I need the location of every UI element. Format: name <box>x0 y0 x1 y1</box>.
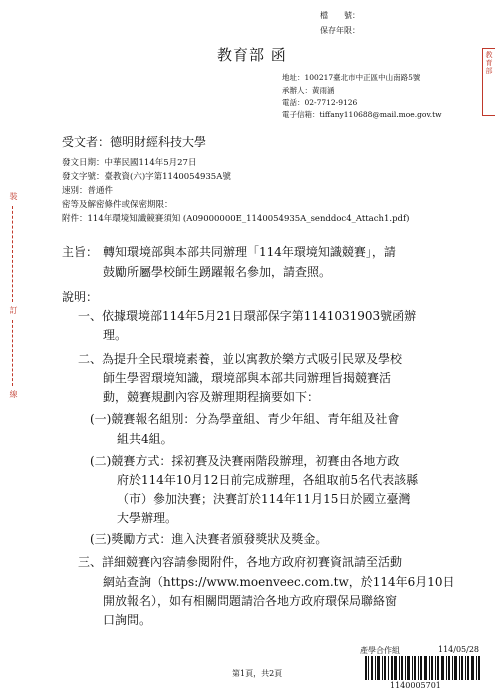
sub-item-1: (一)競賽報名組別：分為學童組、青少年組、青年組及社會 <box>90 412 400 426</box>
sub-item-2: （市）參加決賽；決賽訂於114年11月15日於國立臺灣 <box>117 492 411 506</box>
sub-item-1: 組共4組。 <box>117 432 173 446</box>
issue-number: 發文字號：臺教資(六)字第1140054935A號 <box>62 172 231 182</box>
sender-phone: 電話：02-7712-9126 <box>282 98 358 107</box>
security: 密等及解密條件或保密期限： <box>62 200 173 210</box>
attachment: 附件：114年環境知識競賽須知 (A09000000E_1140054935A_senddoc4_Attach1.pdf) <box>62 214 410 224</box>
file-number-label: 檔 號： <box>320 11 360 20</box>
barcode-label: 產學合作組 <box>360 646 400 655</box>
margin-mark-xian: 線 <box>9 390 18 398</box>
item-3: 網站查詢（https://www.moenveec.com.tw，於114年6月10日 <box>103 575 455 589</box>
binding-line <box>12 320 13 386</box>
subject-line: 轉知環境部與本部共同辦理「114年環境知識競賽」，請 <box>103 245 396 259</box>
sender-email: 電子信箱：tiffany110688@mail.moe.gov.tw <box>282 110 442 119</box>
binding-line <box>12 206 13 302</box>
item-2: 二、為提升全民環境素養，並以寓教於樂方式吸引民眾及學校 <box>78 352 403 366</box>
item-3: 口詢問。 <box>103 613 152 627</box>
sub-item-2: 府於114年10月12日前完成辦理，各組取前5名代表該縣 <box>117 473 419 487</box>
explain-label: 說明： <box>62 290 99 304</box>
page-indicator: 第1頁，共2頁 <box>232 669 283 678</box>
sub-item-3: (三)獎勵方式：進入決賽者頒發獎狀及獎金。 <box>90 532 328 546</box>
sub-item-2: 大學辦理。 <box>117 511 178 525</box>
margin-mark-zhuang: 裝 <box>9 192 18 200</box>
item-2: 師生學習環境知識，環境部與本部共同辦理旨揭競賽活 <box>103 371 392 385</box>
barcode-date: 114/05/28 <box>438 645 480 654</box>
sub-item-2: (二)競賽方式：採初賽及決賽兩階段辦理，初賽由各地方政 <box>90 454 400 468</box>
speed: 速別：普通件 <box>62 186 114 196</box>
subject-label: 主旨： <box>62 245 99 259</box>
barcode <box>365 656 480 680</box>
subject-line: 鼓勵所屬學校師生踴躍報名參加，請查照。 <box>103 265 332 279</box>
retention-label: 保存年限： <box>320 26 360 35</box>
barcode-number: 1140005701 <box>390 681 441 690</box>
doc-title: 教育部 函 <box>217 46 287 64</box>
issue-date: 發文日期：中華民國114年5月27日 <box>62 158 197 168</box>
recipient: 受文者：德明財經科技大學 <box>62 135 207 149</box>
item-1: 一、依據環境部114年5月21日環部保字第1141031903號函辦 <box>78 309 417 323</box>
sender-address: 地址：100217臺北市中正區中山南路5號 <box>282 73 421 82</box>
margin-mark-ding: 訂 <box>9 306 18 314</box>
sender-contact: 承辦人：黃雨涵 <box>282 86 335 95</box>
item-2: 動，競賽規劃內容及辦理期程摘要如下： <box>103 390 320 404</box>
item-3: 開放報名），如有相關問題請洽各地方政府環保局聯絡窗 <box>103 594 398 608</box>
item-1: 理。 <box>103 328 128 342</box>
official-stamp: 教育部 <box>482 48 495 116</box>
item-3: 三、詳細競賽內容請參閱附件，各地方政府初賽資訊請至活動 <box>78 555 403 569</box>
